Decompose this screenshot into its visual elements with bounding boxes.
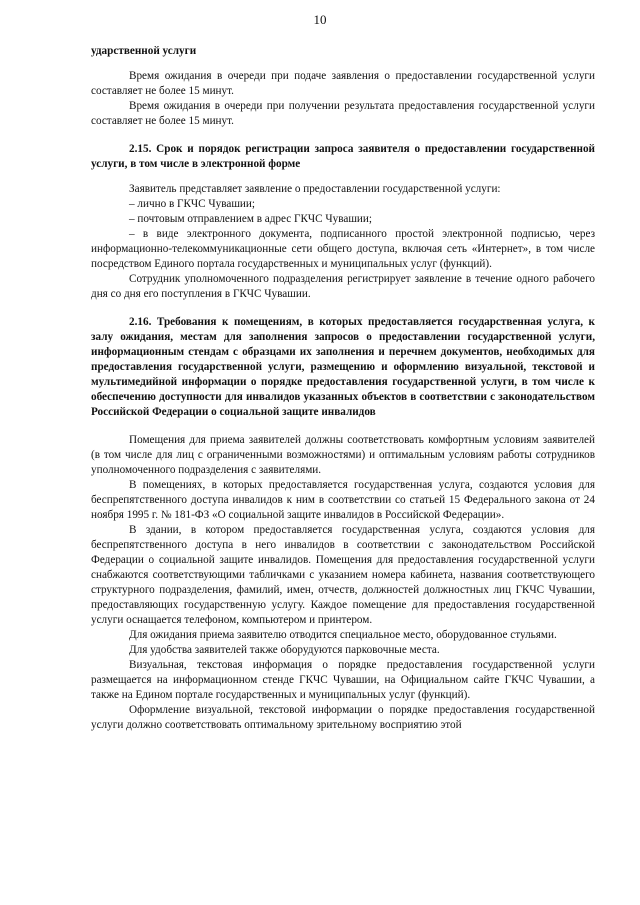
paragraph-registration: Сотрудник уполномоченного подразделения регистрирует заявление в течение одного рабочего дня со дня его поступления в ГКЧС Чувашии.	[91, 273, 595, 300]
paragraph-visual-info: Визуальная, текстовая информация о порядке предоставления государственной услуги размещается на информационном стенде ГКЧС Чувашии, на Официальном сайте ГКЧС Чувашии, а также на Едином портале государственных и муниципальных услуг (функций).	[91, 659, 595, 701]
paragraph-premises-comfort: Помещения для приема заявителей должны соответствовать комфортным условиям заявителей (в том числе для лиц с ограниченными возможностями) и оптимальным условиям работы сотрудников уполномоченного подразделения с заявителями.	[91, 434, 595, 476]
paragraph-waiting-place: Для ожидания приема заявителю отводится специальное место, оборудованное стульями.	[129, 629, 557, 641]
list-item-by-mail: – почтовым отправлением в адрес ГКЧС Чувашии;	[129, 213, 373, 225]
paragraph-continuation-heading: ударственной услуги	[91, 45, 197, 57]
document-body	[91, 44, 595, 733]
paragraph-disabled-access: В помещениях, в которых предоставляется государственная услуга, создаются условия для беспрепятственного доступа инвалидов к ним в соответствии со статьей 15 Федерального закона от 24 ноября 1995 г. № 181-ФЗ «О социальной защите инвалидов в Российской Федерации».	[91, 479, 595, 521]
paragraph-applicant-submits: Заявитель представляет заявление о предоставлении государственной услуги:	[129, 183, 501, 195]
paragraph-parking: Для удобства заявителей также оборудуются парковочные места.	[129, 644, 440, 656]
paragraph-info-design: Оформление визуальной, текстовой информации о порядке предоставления государственной услуги должно соответствовать оптимальному зрительному восприятию этой	[91, 704, 595, 731]
paragraph-building-access: В здании, в котором предоставляется государственная услуга, создаются условия для беспрепятственного доступа в него инвалидов в соответствии с законодательством Российской Федерации о социальной защите инвалидов. Помещения для предоставления государственной услуги снабжаются соответствующими табличками с указанием номера кабинета, названия соответствующего структурного подразделения, фамилий, имен, отчеств, должностей должностных лиц ГКЧС Чувашии, предоставляющих государственную услугу. Каждое помещение для предоставления государственной услуги оснащается телефоном, компьютером и принтером.	[91, 524, 595, 626]
section-heading-2-16: 2.16. Требования к помещениям, в которых предоставляется государственная услуга, к залу ожидания, местам для заполнения запросов о предоставлении государственной услуги, информационным стендам с образцами их заполнения и перечнем документов, необходимых для предоставления государственной услуги, размещению и оформлению визуальной, текстовой и мультимедийной информации о порядке предоставления государственной услуги, в том числе к обеспечению доступности для инвалидов указанных объектов в соответствии с законодательством Российской Федерации о социальной защите инвалидов	[91, 316, 595, 418]
page-number: 10	[313, 12, 327, 27]
list-item-electronic: – в виде электронного документа, подписанного простой электронной подписью, через информационно-телекоммуникационные сети общего доступа, включая сеть «Интернет», в том числе посредством Единого портала государственных и муниципальных услуг (функций).	[91, 228, 595, 270]
section-heading-2-15: 2.15. Срок и порядок регистрации запроса заявителя о предоставлении государственной услуги, в том числе в электронной форме	[91, 143, 595, 170]
paragraph-wait-submit: Время ожидания в очереди при подаче заявления о предоставлении государственной услуги составляет не более 15 минут.	[91, 70, 595, 97]
paragraph-wait-result: Время ожидания в очереди при получении результата предоставления государственной услуги составляет не более 15 минут.	[91, 100, 595, 127]
list-item-in-person: – лично в ГКЧС Чувашии;	[129, 198, 256, 210]
